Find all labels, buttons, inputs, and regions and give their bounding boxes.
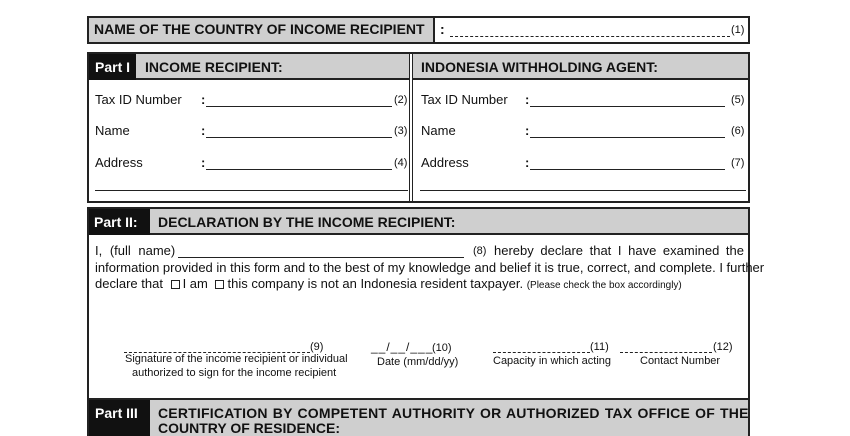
recipient-tax-id-label: Tax ID Number — [95, 92, 182, 107]
agent-name-label: Name — [421, 123, 456, 138]
checkbox-i-am[interactable] — [171, 280, 180, 289]
full-name-num: (8) — [473, 245, 487, 257]
part3-header-line2: COUNTRY OF RESIDENCE: — [158, 420, 341, 436]
agent-name-colon: : — [525, 123, 530, 138]
agent-tax-id-num: (5) — [731, 94, 745, 106]
declaration-line3-prefix: declare that — [95, 276, 163, 291]
country-field[interactable] — [450, 36, 730, 37]
country-colon: : — [440, 21, 445, 37]
date-num: (10) — [432, 342, 452, 354]
agent-address-field-2[interactable] — [420, 190, 746, 191]
option-company: this company is not an Indonesia resident taxpayer. — [227, 276, 524, 291]
agent-header: INDONESIA WITHHOLDING AGENT: — [413, 54, 748, 80]
recipient-name-colon: : — [201, 123, 206, 138]
recipient-tax-id-field[interactable] — [206, 106, 392, 107]
part2-header: DECLARATION BY THE INCOME RECIPIENT: — [150, 209, 748, 235]
agent-address-field[interactable] — [530, 169, 725, 170]
signature-caption-2: authorized to sign for the income recipient — [132, 367, 337, 379]
part3-label: Part III — [89, 400, 150, 436]
recipient-address-label: Address — [95, 155, 143, 170]
date-caption: Date (mm/dd/yy) — [377, 356, 459, 368]
country-num: (1) — [731, 24, 745, 36]
signature-caption-1: Signature of the income recipient or individual — [125, 353, 348, 365]
part1-label: Part I — [89, 54, 136, 80]
agent-tax-id-field[interactable] — [530, 106, 725, 107]
capacity-field[interactable] — [493, 352, 590, 353]
checkbox-company[interactable] — [215, 280, 224, 289]
contact-field[interactable] — [620, 352, 712, 353]
part3-header-line1: CERTIFICATION BY COMPETENT AUTHORITY OR AUTHORIZED TAX OFFICE OF THE — [158, 405, 749, 421]
recipient-name-label: Name — [95, 123, 130, 138]
checkbox-note: (Please check the box accordingly) — [526, 280, 682, 291]
declaration-line2: information provided in this form and to the best of my knowledge and belief it is true, correct, and complete. I further — [95, 260, 765, 275]
declaration-line3 — [95, 276, 682, 291]
agent-address-colon: : — [525, 155, 530, 170]
recipient-header: INCOME RECIPIENT: — [136, 54, 409, 80]
recipient-tax-id-colon: : — [201, 92, 206, 107]
full-name-field[interactable] — [178, 257, 464, 258]
agent-tax-id-colon: : — [525, 92, 530, 107]
declaration-line1-suffix: hereby declare that I have examined the — [494, 243, 744, 258]
recipient-tax-id-num: (2) — [394, 94, 408, 106]
recipient-name-field[interactable] — [206, 137, 392, 138]
recipient-address-field[interactable] — [206, 169, 392, 170]
part1-divider-gap — [410, 54, 412, 201]
recipient-address-num: (4) — [394, 157, 408, 169]
agent-address-label: Address — [421, 155, 469, 170]
recipient-address-colon: : — [201, 155, 206, 170]
contact-caption: Contact Number — [640, 355, 721, 367]
agent-name-num: (6) — [731, 125, 745, 137]
signature-num: (9) — [310, 341, 324, 353]
agent-tax-id-label: Tax ID Number — [421, 92, 508, 107]
recipient-name-num: (3) — [394, 125, 408, 137]
part2-label: Part II: — [89, 209, 150, 235]
declaration-line1-prefix: I, (full name) — [95, 243, 176, 258]
country-label: NAME OF THE COUNTRY OF INCOME RECIPIENT — [94, 21, 425, 37]
option-i-am: I am — [182, 276, 208, 291]
recipient-address-field-2[interactable] — [95, 190, 408, 191]
date-field[interactable]: __/__/___ — [371, 340, 434, 354]
capacity-caption: Capacity in which acting — [493, 355, 612, 367]
contact-num: (12) — [713, 341, 733, 353]
agent-address-num: (7) — [731, 157, 745, 169]
agent-name-field[interactable] — [530, 137, 725, 138]
capacity-num: (11) — [590, 341, 609, 353]
